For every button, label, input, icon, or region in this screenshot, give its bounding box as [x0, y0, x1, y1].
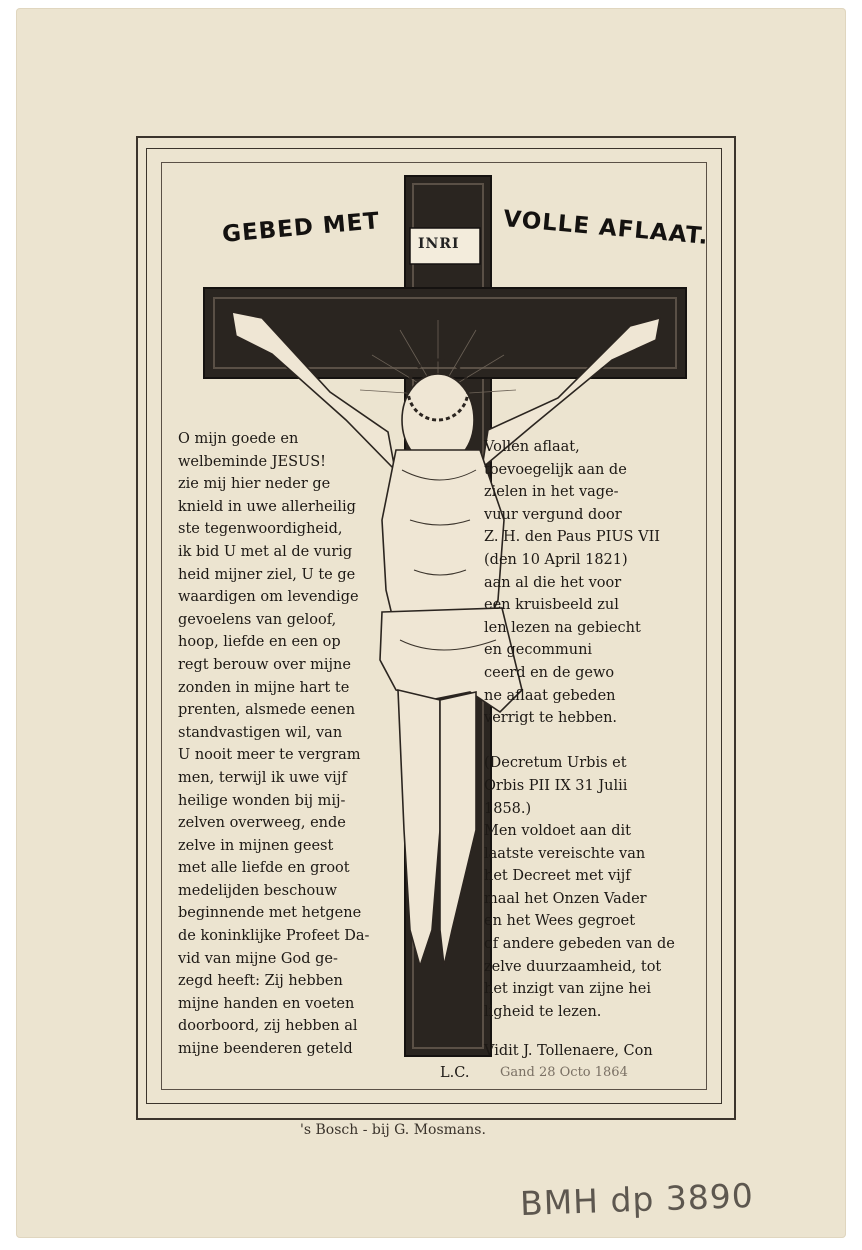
approval-line: Vidit J. Tollenaere, Con — [484, 1043, 653, 1059]
prayer-text: O mijn goede en welbeminde JESUS! zie mij hier neder ge knield in uwe allerheilig ste tegenwoordigheid, ik bid U met al de vurig heid mijner ziel, U te ge waardigen om levendige gevoelens van geloof, hoop, liefde en een op regt berouw over mijne zonden in mijne hart te prenten, alsmede eenen standvastigen wil, van U nooit meer te vergram men, terwijl ik uwe vijf heilige wonden bij mij- zelven overweeg, ende zelve in mijnen geest met alle liefde en groot medelijden beschouw beginnende met hetgene de koninklijke Profeet Da- vid van mijne God ge- zegd heeft: Zij hebben mijne handen en voeten doorboord, zij hebben al mijne beenderen geteld — [178, 431, 370, 1058]
catalog-number: BMH dp 3890 — [519, 1175, 755, 1224]
title-right: VOLLE AFLAAT. — [502, 206, 710, 250]
approval-signature: L.C. — [440, 1065, 470, 1081]
indulgence-text: Vollen aflaat, toevoegelijk aan de zielen in het vage- vuur vergund door Z. H. den Paus PIUS VII (den 10 April 1821) aan al die het voor een kruisbeeld zul len lezen na gebiecht en gecommuni ceerd en de gewo ne aflaat gebeden verrigt te hebben. (Decretum Urbis et Orbis PII IX 31 Julii 1858.) Men voldoet aan dit laatste vereischte van het Decreet met vijf maal het Onzen Vader en het Wees gegroet of andere gebeden van de zelve duurzaamheid, tot het inzigt van zijne hei ligheid te lezen. — [484, 439, 675, 1020]
title-left: GEBED MET — [221, 208, 382, 248]
inri-inscription: INRI — [418, 236, 460, 252]
printer-imprint: 's Bosch - bij G. Mosmans. — [300, 1122, 486, 1138]
approval-place-date: Gand 28 Octo 1864 — [500, 1065, 628, 1080]
